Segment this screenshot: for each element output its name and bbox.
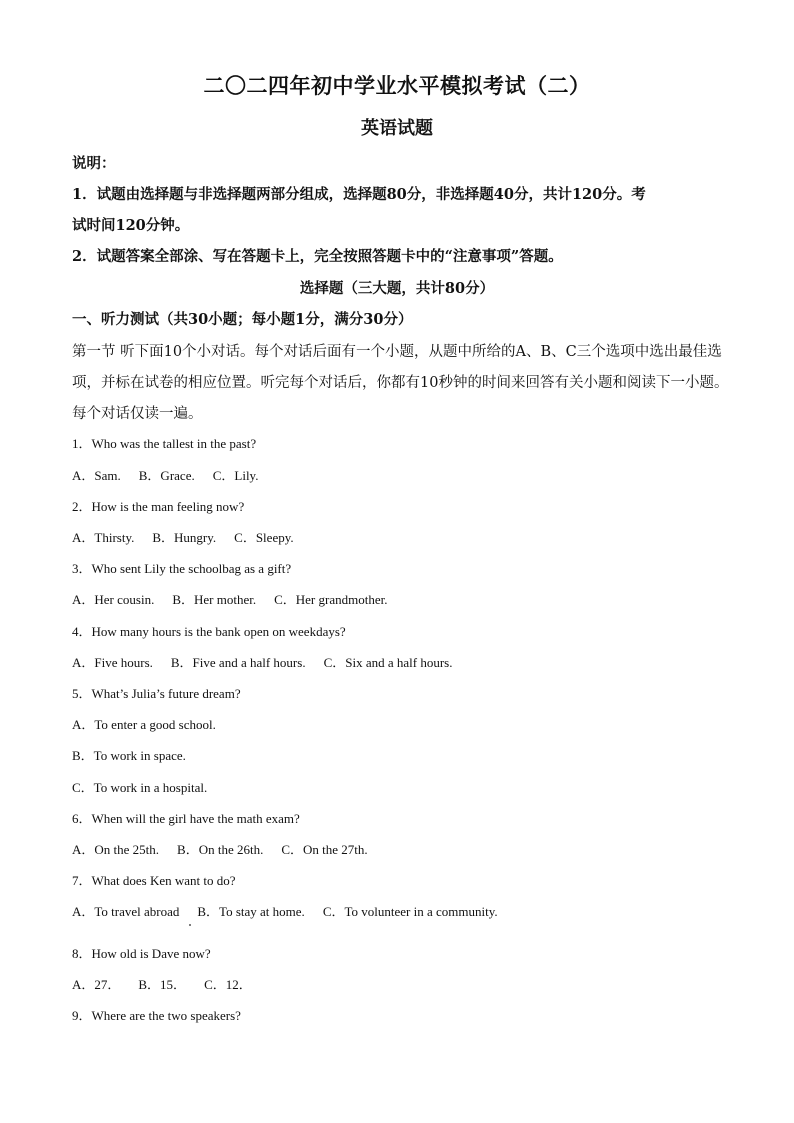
question-6-stem: 6．When will the girl have the math exam? — [72, 811, 300, 826]
stray-mark — [189, 924, 191, 926]
question-4-option-c[interactable]: C．Six and a half hours. — [323, 655, 453, 670]
question-2-option-a[interactable]: A．Thirsty. — [72, 530, 135, 545]
question-7-option-b[interactable]: B．To stay at home. — [197, 904, 305, 919]
instructions-label: 说明： — [72, 155, 116, 172]
question-3-stem: 3．Who sent Lily the schoolbag as a gift? — [72, 561, 292, 576]
question-3-options — [72, 589, 387, 608]
question-8-option-b[interactable]: B．15． — [138, 977, 187, 992]
question-2-option-c[interactable]: C．Sleepy. — [234, 530, 294, 545]
question-4-option-a[interactable]: A．Five hours. — [72, 655, 153, 670]
question-8-option-c[interactable]: C．12． — [204, 977, 252, 992]
question-7-stem: 7．What does Ken want to do? — [72, 873, 236, 888]
question-3-option-b[interactable]: B．Her mother. — [172, 592, 257, 607]
question-7-option-a[interactable]: A．To travel abroad — [72, 904, 180, 919]
question-2-stem: 2．How is the man feeling now? — [72, 499, 245, 514]
subject-title: 英语试题 — [361, 118, 433, 139]
question-4-stem: 4．How many hours is the bank open on weekdays? — [72, 624, 346, 639]
directions-line-1: 第一节 听下面10个小对话。每个对话后面有一个小题，从题中所给的A、B、C三个选项中选出最佳选 — [72, 344, 722, 360]
question-1-option-a[interactable]: A．Sam. — [72, 468, 121, 483]
question-8-option-a[interactable]: A．27． — [72, 977, 121, 992]
instruction-2: 2．试题答案全部涂、写在答题卡上，完全按照答题卡中的“注意事项”答题。 — [72, 248, 563, 265]
question-2-options — [72, 527, 294, 546]
question-7-option-c[interactable]: C．To volunteer in a community. — [322, 904, 498, 919]
question-1-options — [72, 465, 258, 484]
question-9-stem: 9．Where are the two speakers? — [72, 1008, 241, 1023]
question-5-option-a[interactable]: A．To enter a good school. — [72, 717, 216, 732]
question-5-option-c[interactable]: C．To work in a hospital. — [72, 780, 208, 795]
question-6-options — [72, 839, 368, 858]
question-3-option-a[interactable]: A．Her cousin. — [72, 592, 155, 607]
directions-line-2: 项，并标在试卷的相应位置。听完每个对话后，你都有10秒钟的时间来回答有关小题和阅读下一小题。 — [72, 375, 729, 391]
exam-title: 二〇二四年初中学业水平模拟考试（二） — [203, 73, 591, 98]
question-6-option-a[interactable]: A．On the 25th. — [72, 842, 160, 857]
question-4-options — [72, 652, 452, 671]
question-1-option-b[interactable]: B．Grace. — [138, 468, 195, 483]
question-8-options — [72, 974, 252, 993]
question-1-stem: 1．Who was the tallest in the past? — [72, 436, 257, 451]
question-5-option-b[interactable]: B．To work in space. — [72, 748, 186, 763]
question-7-options — [72, 901, 498, 920]
directions-line-3: 每个对话仅读一遍。 — [72, 406, 203, 422]
question-6-option-b[interactable]: B．On the 26th. — [177, 842, 264, 857]
question-2-option-b[interactable]: B．Hungry. — [152, 530, 217, 545]
instruction-1-line-2: 试时间120分钟。 — [72, 217, 190, 234]
section-heading: 选择题（三大题，共计80分） — [299, 280, 495, 297]
question-8-stem: 8．How old is Dave now? — [72, 946, 211, 961]
question-4-option-b[interactable]: B．Five and a half hours. — [170, 655, 306, 670]
instruction-1-line-1: 1．试题由选择题与非选择题两部分组成，选择题80分，非选择题40分，共计120分。考 — [72, 186, 646, 203]
part-1-heading: 一、听力测试（共30小题；每小题1分，满分30分） — [72, 311, 413, 328]
question-1-option-c[interactable]: C．Lily. — [212, 468, 259, 483]
question-5-stem: 5．What’s Julia’s future dream? — [72, 686, 241, 701]
question-3-option-c[interactable]: C．Her grandmother. — [274, 592, 388, 607]
question-6-option-c[interactable]: C．On the 27th. — [281, 842, 368, 857]
